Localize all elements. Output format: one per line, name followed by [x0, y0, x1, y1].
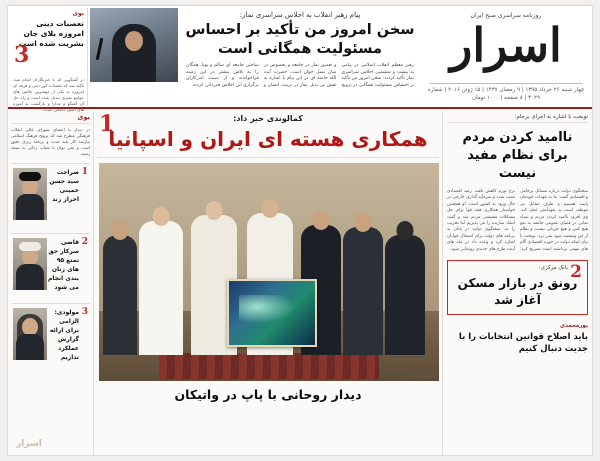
list-item[interactable] — [11, 303, 90, 373]
list-item[interactable] — [11, 233, 90, 303]
newspaper-logo — [422, 8, 590, 106]
right-column-footer-title: باید اصلاح قوانین انتخابات را با جدیت دنبال کنیم — [458, 332, 588, 355]
side-story-body: در گفتگویی که با خبرنگاران انجام شد، تأکید شد که تعصبات کور دینی و فرقه ای امروزه به یکی از مهمترین چالش های جوامع بشری تبدیل شده است و راه حل آن گفتگو و مدارا و بازگشت به آموزه های اصیل اخلاقی است. — [13, 77, 84, 112]
right-column-body: سخنگوی دولت درباره مسائل برجامی و اقتصادی گفت: ما به عهدات خودمان پایبند هستیم و طرف مقابل نیز موظف است به تعهداتش عمل کند. وی افزود ناامید کردن مردم و سیاه نمایی در فضای عمومی جامعه به نفع هیچ کس و هیچ جریانی نیست و نظام از این وضعیت سود نمی برد. نوبخت با بیان اینکه دولت در حوزه اقتصادی گام های مهمی برداشته است تصریح کرد: نرخ تورم کاهش یافته، رشد اقتصادی مثبت شده و سرمایه گذاری خارجی در حال ورود به کشور است. او همچنین خواستار همکاری همه قوا برای حل مشکلات معیشتی مردم شد و گفت انتقاد سازنده را می پذیریم اما تخریب را نه. سخنگوی دولت در پایان به برنامه های دولت برای اشتغال جوانان اشاره کرد و وعده داد در ماه های آینده طرح های جدیدی رونمایی شود. — [447, 189, 588, 252]
photo-carpet — [159, 353, 379, 379]
speaker-figure-icon — [112, 24, 156, 82]
right-column-boxed-story — [447, 260, 588, 315]
pope-head-icon — [206, 201, 223, 220]
lead-kicker: کمالوندی خبر داد: — [233, 114, 303, 123]
boxed-story-title: رونق در بازار مسکن آغاز شد — [457, 276, 578, 308]
lead-photo — [99, 163, 439, 381]
issue-date-line: چهار شنبه ۲۶ خرداد ۱۳۹۵ | ۹ رمضان ۱۴۳۷ | ۱۵ ژوئن ۲۰۱۶ | شماره ۳۰۲۹ | ۸ صفحه | ۱۰۰۰ تومان — [427, 87, 585, 101]
right-column-footer-author: پورمحمدی — [560, 323, 588, 330]
lead-photo-caption: دیدار روحانی با پاپ در واتیکان — [174, 387, 362, 402]
list-item-number: 1 — [81, 167, 88, 177]
turban-icon — [19, 242, 41, 251]
masthead-story — [180, 8, 420, 106]
main-column — [94, 111, 442, 455]
side-story-title: تعصبات دینی امروزه بلای جان بشریت شده است — [18, 19, 84, 48]
logo-subtitle: روزنامه سراسری صبح ایران — [470, 12, 542, 19]
lead-headline-block — [97, 113, 439, 158]
list-item[interactable] — [11, 163, 90, 233]
delegate-figure — [343, 227, 383, 355]
turban-icon — [19, 172, 41, 181]
list-item-number: 3 — [81, 307, 88, 317]
masthead-story-kicker: پیام رهبر انقلاب به اجلاس سراسری نماز: — [239, 11, 361, 19]
portrait-thumbnail — [13, 168, 47, 220]
masthead-story-title: سخن امروز من تأکید بر احساس مسئولیت همگانی است — [185, 22, 415, 57]
page-watermark: اسرار — [16, 439, 42, 449]
left-column-label: بوی — [11, 113, 90, 124]
masthead-story-body: رهبر معظم انقلاب اسلامی در پیامی به بیست و ششمین اجلاس سراسری نماز تأکید کردند: سخن امروز من تأکید بر احساس مسئولیت همگانی در ترویج و تعمیق نماز در جامعه و بخصوص در میان نسل جوان است. حضرت آیت الله خامنه ای در این پیام با اشاره به نقش بی بدیل نماز در تربیت انسان و ساختن جامعه ای سالم و پویا، همگان را به تلاش بیشتر در این زمینه فراخواندند و از دست اندرکاران برگزاری این اجلاس قدردانی کردند. — [186, 63, 414, 88]
side-story-number: 3 — [14, 42, 30, 68]
right-column — [442, 111, 592, 455]
delegate-head-icon — [397, 221, 414, 240]
left-column — [8, 111, 94, 455]
clergy-figure — [139, 221, 183, 355]
portrait-thumbnail — [13, 238, 47, 290]
delegate-figure — [385, 235, 425, 355]
delegate-head-icon — [112, 221, 129, 240]
side-story-label: بوی — [72, 10, 84, 17]
president-head-icon — [262, 199, 279, 218]
portrait-body-icon — [16, 194, 44, 220]
masthead-side-story — [10, 8, 88, 112]
gift-artwork — [227, 279, 317, 347]
portrait-thumbnail — [13, 308, 47, 360]
list-item-title: صراحت سید حسن خمینی احراز زند — [49, 169, 79, 203]
logo-divider — [430, 83, 582, 84]
newspaper-sheet — [8, 6, 592, 455]
speaker-face-icon — [125, 31, 143, 51]
list-item-title: قاضی سرکار حق تمتع ۹۵ های زنان بندی انجام می شود — [47, 239, 79, 291]
delegate-head-icon — [313, 211, 330, 230]
delegate-figure — [103, 235, 137, 355]
right-column-headline: ناامید کردن مردم برای نظام مفید نیست — [462, 130, 573, 181]
list-item-number: 2 — [81, 237, 88, 247]
boxed-story-kicker: بانک مرکزی: — [538, 265, 568, 272]
photo-credit: عکس: ایرنا — [413, 374, 435, 379]
delegate-head-icon — [355, 213, 372, 232]
clergy-head-icon — [153, 207, 170, 226]
logo-wordmark: اسرار — [450, 18, 562, 72]
portrait-body-icon — [16, 264, 44, 290]
lead-headline: همکاری هسته ای ایران و اسپانیا — [108, 127, 428, 151]
masthead — [8, 6, 592, 112]
microphone-icon — [96, 38, 104, 60]
right-column-kicker: نوبخت با اشاره به اجرای برجام: — [447, 114, 588, 123]
left-column-body: در دیدار با اعضای شورای عالی انقلاب فرهنگی مطرح شد که ترویج فرهنگ اسلامی نیازمند کار بلند مدت و برنامه ریزی دقیق است و نمی توان با شتاب زدگی به نتیجه رسید. — [11, 127, 90, 156]
boxed-story-number: 2 — [570, 262, 582, 283]
portrait-body-icon — [16, 334, 44, 360]
lead-story-number: 1 — [99, 111, 115, 137]
list-item-title: مولودی: الزامی برای ارائه گزارش عملکرد نداریم — [49, 309, 79, 361]
masthead-photo — [90, 8, 178, 82]
